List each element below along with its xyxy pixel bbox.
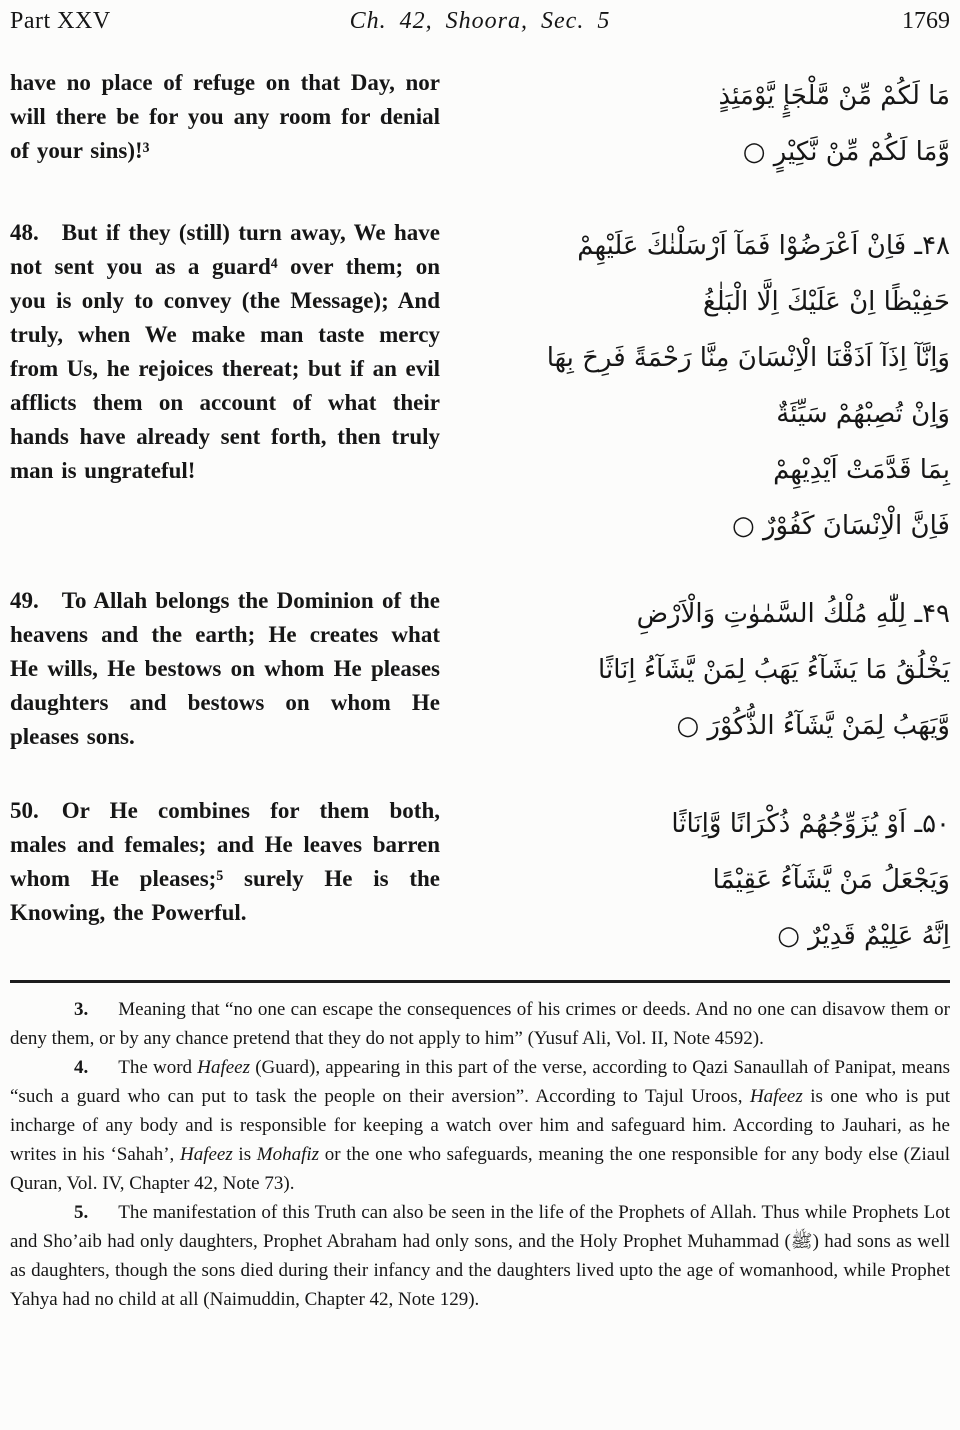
verse-arabic-50 (462, 794, 950, 964)
footnote-text (10, 1202, 950, 1310)
arabic-line: وَّيَهَبُ لِمَنْ يَّشَآءُ الذُّكُوْرَ ○ (676, 711, 950, 741)
arabic-line: حَفِيْظًا اِنْ عَلَيْكَ اِلَّا الْبَلٰغُ (702, 287, 950, 317)
verse-translation-47: have no place of refuge on that Day, nor will there be for you any room for denial of your sins)!³ (10, 70, 440, 163)
arabic-line: وَاِنْ تُصِبْهُمْ سَيِّئَةٌ (776, 399, 950, 429)
italic-term: Hafeez (179, 1144, 233, 1165)
italic-term: Mohafiz (256, 1144, 320, 1165)
text-run: The word (118, 1057, 198, 1078)
arabic-line: ۵۰ـ اَوْ يُزَوِّجُهُمْ ذُكْرَانًا وَّاِنَاثًا (671, 809, 950, 839)
text-run: is (232, 1144, 257, 1165)
chapter-title: Ch. 42, Shoora, Sec. 5 (349, 8, 611, 34)
arabic-line: مَا لَكُمْ مِّنْ مَّلْجَإٍ يَّوْمَئِذٍ (718, 81, 950, 111)
arabic-line: ۴۹ـ لِلّٰهِ مُلْكُ السَّمٰوٰتِ وَالْاَرْضِ (636, 599, 950, 629)
footnote-5 (10, 1198, 950, 1314)
footnotes-section (10, 995, 950, 1314)
verse-translation-48: 48. But if they (still) turn away, We have not sent you as a guard⁴ over them; on you is only to convey (the Message); And truly, when We make man taste mercy from Us, he rejoices thereat; but if an evil afflicts them on account of what their hands have already sent forth, then truly man is ungrateful! (10, 220, 440, 483)
prophet-symbol: ﷺ (790, 1231, 813, 1252)
arabic-line: وَيَجْعَلُ مَنْ يَّشَآءُ عَقِيْمًا (712, 865, 950, 895)
arabic-line: اِنَّهُ عَلِيْمٌ قَدِيْرٌ ○ (777, 921, 950, 951)
verse-row-48 (10, 216, 950, 554)
verse-arabic-49 (462, 584, 950, 754)
verse-arabic-48 (462, 216, 950, 554)
verse-row-49 (10, 584, 950, 754)
footnote-text (10, 999, 950, 1049)
footnote-4 (10, 1053, 950, 1198)
page-header (10, 6, 950, 36)
footnote-text (10, 1057, 950, 1194)
footnote-number: 5. (74, 1202, 89, 1223)
verse-row-50 (10, 794, 950, 964)
verses-section (10, 66, 950, 964)
italic-term: Hafeez (749, 1086, 803, 1107)
arabic-line: وَاِنَّآ اِذَآ اَذَقْنَا الْاِنْسَانَ مِنَّا رَحْمَةً فَرِحَ بِهَا (546, 343, 950, 373)
italic-term: Hafeez (197, 1057, 250, 1078)
arabic-line: بِمَا قَدَّمَتْ اَيْدِيْهِمْ (773, 455, 950, 485)
part-label: Part XXV (10, 8, 111, 34)
arabic-line: وَّمَا لَكُمْ مِّنْ نَّكِيْرٍ ○ (742, 137, 950, 167)
verse-row-47 (10, 66, 950, 180)
text-run: ) had sons as well as daughters, though the sons died during their infancy and the daughters lived upto the age of womanhood, while Prophet Yahya had no child at all (Naimuddin, Chapter 42, Note 129). (10, 1231, 951, 1310)
arabic-line: ۴۸ـ فَاِنْ اَعْرَضُوْا فَمَآ اَرْسَلْنٰكَ عَلَيْهِمْ (577, 231, 950, 261)
verse-translation-49: 49. To Allah belongs the Dominion of the heavens and the earth; He creates what He wills, He bestows on whom He pleases daughters and bestows on whom He pleases sons. (10, 588, 440, 749)
footnote-number: 4. (74, 1057, 89, 1078)
verse-arabic-47 (462, 66, 950, 180)
text-run: is one who is put incharge of any body and is responsible for keeping a watch over him and safeguard him. According to Jauhari, as he writes in his ‘Sahah’, (10, 1086, 950, 1165)
arabic-line: فَاِنَّ الْاِنْسَانَ كَفُوْرٌ ○ (732, 511, 950, 541)
text-run: The manifestation of this Truth can also be seen in the life of the Prophets of Allah. Thus while Prophets Lot and Sho’aib had only daughters, Prophet Abraham had only sons, and the Holy Prophet Muhammad ( (10, 1202, 950, 1252)
footnote-3 (10, 995, 950, 1053)
verse-translation-50: 50. Or He combines for them both, males and females; and He leaves barren whom He pleases;⁵ surely He is the Knowing, the Powerful. (10, 798, 440, 925)
footnote-number: 3. (74, 999, 89, 1020)
arabic-line: يَخْلُقُ مَا يَشَآءُ يَهَبُ لِمَنْ يَّشَآءُ اِنَاثًا (598, 655, 950, 685)
page-number: 1769 (902, 8, 950, 34)
text-run: or the one who safeguards, meaning the one responsible for any body else (Ziaul Quran, Vol. IV, Chapter 42, Note 73). (10, 1144, 950, 1194)
footnote-divider-rule (10, 980, 950, 983)
text-run: (Guard), appearing in this part of the verse, according to Qazi Sanaullah of Panipat, means “such a guard who can put to task the people on their aversion”. According to Tajul Uroos, (10, 1057, 950, 1107)
text-run: Meaning that “no one can escape the consequences of his crimes or deeds. And no one can disavow them or deny them, or by any chance pretend that they do not apply to him” (Yusuf Ali, Vol. II, Note 4592). (10, 999, 950, 1049)
